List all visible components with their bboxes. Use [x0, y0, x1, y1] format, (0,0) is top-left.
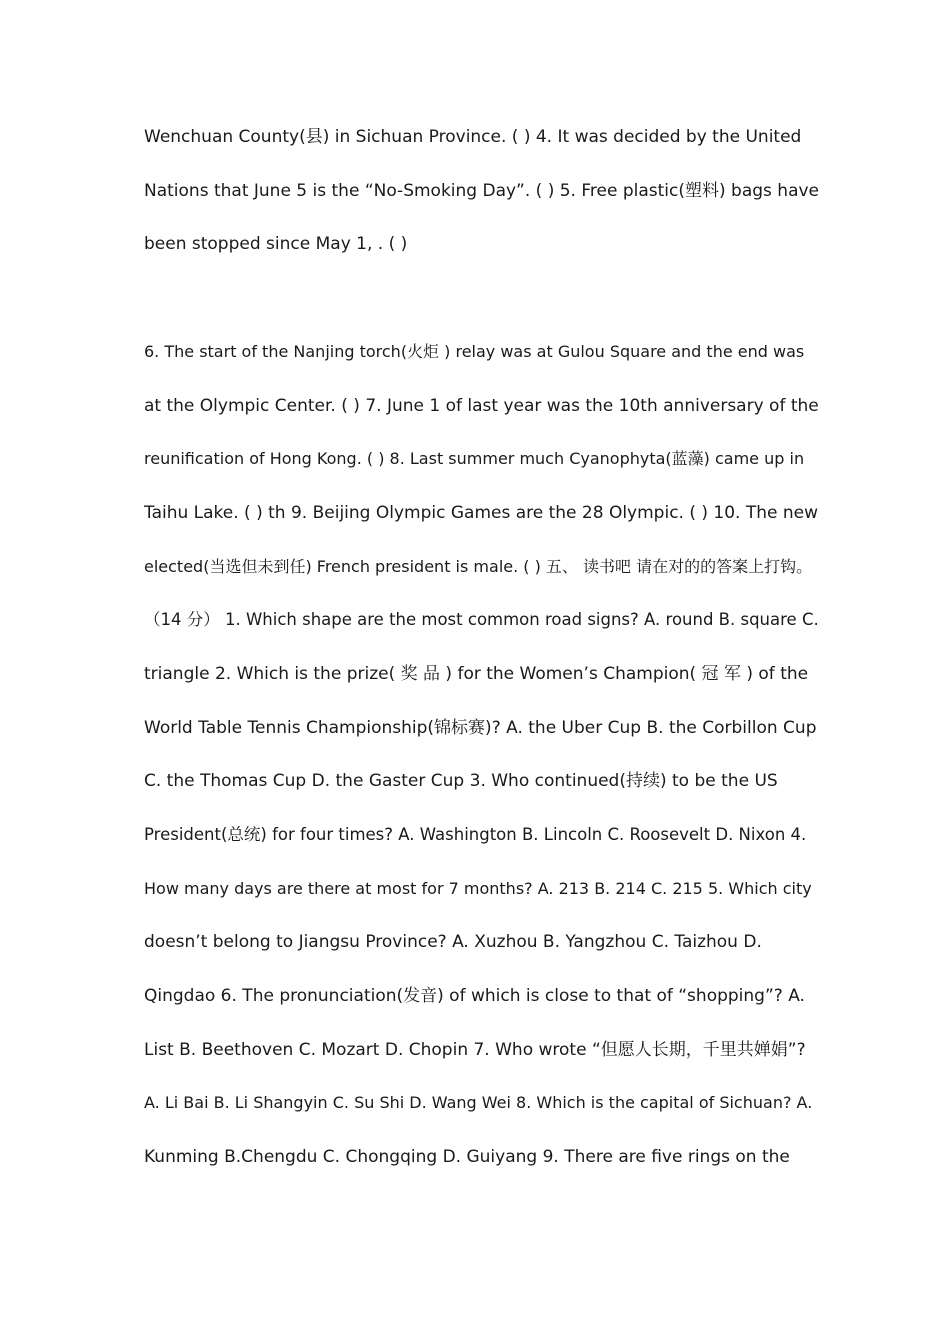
text-line: doesn’t belong to Jiangsu Province? A. Xuzhou B. Yangzhou C. Taizhou D.: [144, 932, 762, 952]
text-line: Kunming B.Chengdu C. Chongqing D. Guiyang 9. There are five rings on the: [144, 1147, 790, 1167]
text-line: President(总统) for four times? A. Washington B. Lincoln C. Roosevelt D. Nixon 4.: [144, 825, 807, 844]
text-line: 6. The start of the Nanjing torch(火炬 ) relay was at Gulou Square and the end was: [144, 342, 805, 361]
text-line: World Table Tennis Championship(锦标赛)? A. the Uber Cup B. the Corbillon Cup: [144, 718, 817, 738]
text-line: List B. Beethoven C. Mozart D. Chopin 7. Who wrote “但愿人长期，千里共婵娟”?: [144, 1040, 806, 1060]
text-line: Wenchuan County(县) in Sichuan Province. ( ) 4. It was decided by the United: [144, 127, 802, 147]
text-line: elected(当选但未到任) French president is male. ( ) 五、 读书吧 请在对的的答案上打钩。: [144, 557, 813, 576]
text-line: been stopped since May 1, . ( ): [144, 234, 408, 254]
text-line: at the Olympic Center. ( ) 7. June 1 of last year was the 10th anniversary of the: [144, 396, 819, 416]
text-line: A. Li Bai B. Li Shangyin C. Su Shi D. Wang Wei 8. Which is the capital of Sichuan? A.: [144, 1093, 813, 1112]
text-line: Qingdao 6. The pronunciation(发音) of which is close to that of “shopping”? A.: [144, 986, 805, 1006]
text-line: reunification of Hong Kong. ( ) 8. Last summer much Cyanophyta(蓝藻) came up in: [144, 449, 805, 468]
text-line: C. the Thomas Cup D. the Gaster Cup 3. Who continued(持续) to be the US: [144, 771, 778, 791]
text-line: How many days are there at most for 7 months? A. 213 B. 214 C. 215 5. Which city: [144, 879, 812, 898]
text-line: （14 分） 1. Which shape are the most common road signs? A. round B. square C.: [144, 610, 819, 629]
text-line: Nations that June 5 is the “No-Smoking Day”. ( ) 5. Free plastic(塑料) bags have: [144, 181, 820, 201]
text-line: Taihu Lake. ( ) th 9. Beijing Olympic Games are the 28 Olympic. ( ) 10. The new: [144, 503, 819, 523]
text-line: triangle 2. Which is the prize( 奖 品 ) for the Women’s Champion( 冠 军 ) of the: [144, 664, 809, 684]
